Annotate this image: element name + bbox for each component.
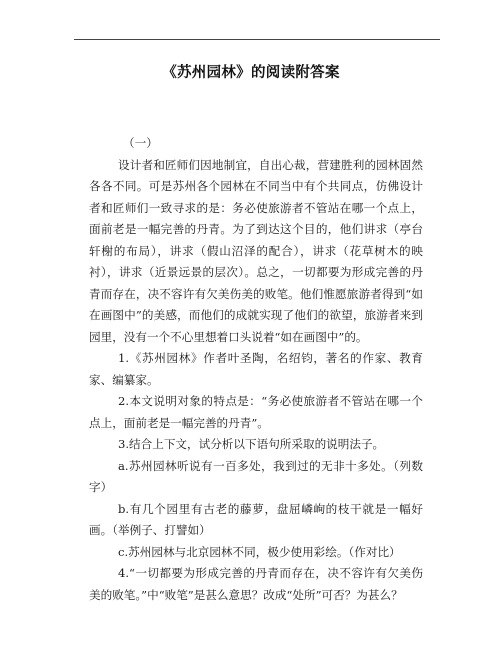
header-rule (74, 39, 440, 40)
document-body (89, 133, 423, 606)
document-title: 《苏州园林》的阅读附答案 (162, 65, 340, 81)
passage-paragraph: 设计者和匠师们因地制宜，自出心裁，营建胜利的园林固然各各不同。可是苏州各个园林在不同当中有个共同点，仿佛设计者和匠师们一致寻求的是：务必使旅游者不管站在哪一个点上，面前老是一幅完善的丹青。为了到达这个目的，他们讲求（亭台轩榭的布局），讲求（假山沼泽的配合），讲求（花草树木的映衬），讲求（近景远景的层次）。总之，一切都要为形成完善的丹青而存在，决不容许有欠美伤美的败笔。他们惟愿旅游者得到“如在画图中”的美感，而他们的成就实现了他们的欲望，旅游者来到园里，没有一个不心里想着口头说着“如在画图中”的。 (89, 157, 423, 344)
question-2: 2.本文说明对象的特点是：“务必使旅游者不管站在哪一个点上，面前老是一幅完善的丹青”。 (89, 394, 423, 430)
question-4: 4.“一切都要为形成完善的丹青而存在，决不容许有欠美伤美的败笔。”中“败笔”是甚么意思？改成“处所”可否？为甚么？ (89, 566, 423, 602)
answer-3c: c.苏州园林与北京园林不同，极少使用彩绘。（作对比） (118, 544, 401, 559)
answer-3b: b.有几个园里有古老的藤萝，盘屈嶙峋的枝干就是一幅好画。（举例子、打譬如） (89, 501, 423, 537)
answer-3a: a.苏州园林听说有一百多处，我到过的无非十多处。（列数字） (89, 458, 423, 494)
section-label: （一） (123, 136, 158, 150)
question-3: 3.结合上下文，试分析以下语句所采取的说明法子。 (118, 437, 385, 451)
question-1: 1.《苏州园林》作者叶圣陶，名绍钧，著名的作家、教育家、编纂家。 (89, 351, 423, 387)
